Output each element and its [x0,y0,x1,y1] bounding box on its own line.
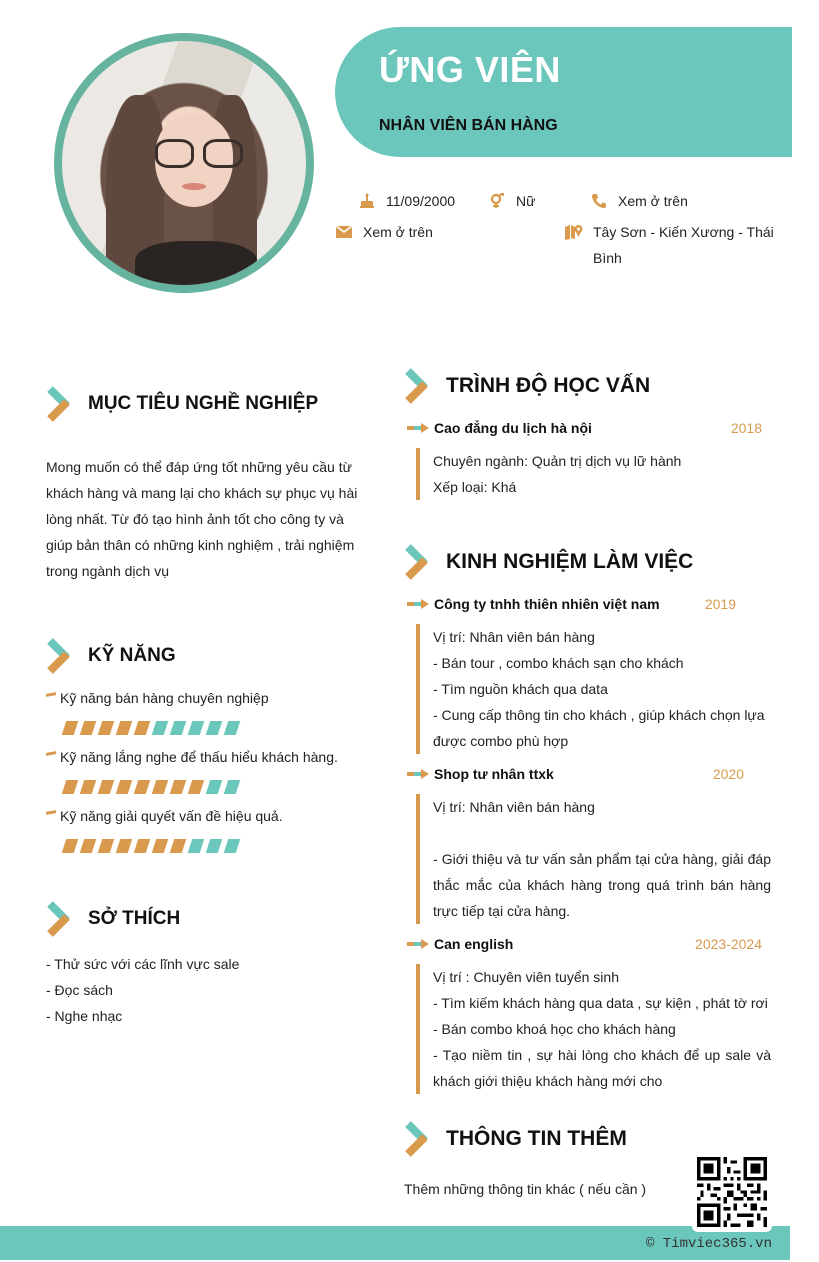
chevron-right-icon [48,635,74,677]
additional-text: Thêm những thông tin khác ( nếu cần ) [404,1181,647,1197]
experience-line: Vị trí: Nhân viên bán hàng [433,799,595,815]
arrow-right-icon [407,599,429,609]
footer-bar [0,1226,790,1260]
email-value: Xem ở trên [363,224,433,240]
experience-item-body [416,964,771,1094]
section-title: KINH NGHIỆM LÀM VIỆC [446,550,694,573]
section-header-objective [48,383,318,425]
school-name: Cao đẳng du lịch hà nội [434,420,592,436]
skill-item [46,690,269,706]
contact-email[interactable] [335,219,433,245]
experience-line: - Cung cấp thông tin cho khách , giúp khách chọn lựa được combo phù hợp [433,707,765,749]
skill-label: Kỹ năng giải quyết vấn đề hiệu quả. [60,808,283,824]
arrow-right-icon [407,939,429,949]
arrow-right-icon [407,423,429,433]
chevron-right-icon [406,541,432,583]
objective-text: Mong muốn có thể đáp ứng tốt những yêu cầu từ khách hàng và mang lại cho khách sự phục vụ hài lòng nhất. Từ đó tạo hình ảnh tốt cho công ty và giúp bản thân có những kinh nghiệm , trải nghiệm trong ngành dịch vụ [46,459,358,579]
experience-item-body [416,624,771,754]
cake-icon [358,188,376,214]
chevron-right-icon [48,383,74,425]
gender-value: Nữ [516,193,536,209]
hobby-item: - Nghe nhạc [46,1008,123,1024]
experience-line: Vị trí : Chuyên viên tuyển sinh [433,969,619,985]
dash-icon [46,692,56,697]
skill-rating-bar [64,721,238,735]
hobby-item: - Thử sức với các lĩnh vực sale [46,956,240,972]
experience-line: - Tìm nguồn khách qua data [433,681,608,697]
envelope-icon [335,219,353,245]
copyright-text: © Timviec365.vn [645,1236,772,1252]
experience-year: 2019 [704,596,736,612]
section-header-additional [406,1118,627,1160]
contact-birthday [358,188,455,214]
dash-icon [46,751,56,756]
skill-rating-bar [64,780,238,794]
experience-item-body [416,794,771,924]
education-line: Chuyên ngành: Quản trị dịch vụ lữ hành [433,453,682,469]
address-value: Tây Sơn - Kiến Xương - Thái Bình [593,224,774,266]
experience-line: - Tìm kiếm khách hàng qua data , sự kiện , phát tờ rơi [433,995,768,1011]
map-pin-icon [565,219,583,245]
skill-label: Kỹ năng bán hàng chuyên nghiệp [60,690,269,706]
chevron-right-icon [48,898,74,940]
candidate-position: NHÂN VIÊN BÁN HÀNG [379,117,558,134]
experience-line: - Giới thiệu và tư vấn sản phẩm tại cửa hàng, giải đáp thắc mắc của khách hàng trong quá trình bán hàng trực tiếp tại cửa hàng. [433,851,771,919]
candidate-name: ỨNG VIÊN [379,49,561,90]
dash-icon [46,810,56,815]
section-title: MỤC TIÊU NGHỀ NGHIỆP [88,393,319,414]
education-line: Xếp loại: Khá [433,479,517,495]
header-banner [335,27,792,157]
arrow-right-icon [407,769,429,779]
skill-item [46,808,283,824]
section-header-experience [406,541,693,583]
avatar-frame [54,33,314,293]
company-name: Công ty tnhh thiên nhiên việt nam [434,596,660,612]
section-header-hobbies [48,898,180,940]
experience-line: - Bán tour , combo khách sạn cho khách [433,655,684,671]
experience-line: - Bán combo khoá học cho khách hàng [433,1021,676,1037]
birthday-value: 11/09/2000 [386,193,456,209]
experience-line [433,820,771,846]
avatar-lips [182,183,206,190]
skill-rating-bar [64,839,238,853]
section-title: SỞ THÍCH [88,908,181,929]
hobbies-list [46,951,358,1029]
chevron-right-icon [406,365,432,407]
section-header-skills [48,635,176,677]
experience-year: 2023-2024 [695,936,762,952]
experience-year: 2020 [712,766,744,782]
section-title: TRÌNH ĐỘ HỌC VẤN [446,374,651,397]
phone-icon [590,188,608,214]
avatar [62,41,306,285]
contact-phone[interactable] [590,188,688,214]
avatar-glasses [155,139,243,168]
education-item-body [416,448,771,500]
company-name: Can english [434,936,514,952]
gender-icon [488,188,506,214]
avatar-shirt [135,241,257,285]
experience-item-header [407,596,762,612]
hobby-item: - Đọc sách [46,982,113,998]
section-title: KỸ NĂNG [88,645,176,666]
company-name: Shop tư nhân ttxk [434,766,554,782]
experience-item-header [407,936,762,952]
chevron-right-icon [406,1118,432,1160]
education-year: 2018 [730,420,762,436]
skill-item [46,749,338,765]
qr-code-icon [697,1157,767,1227]
contact-address [565,219,780,271]
skill-label: Kỹ năng lắng nghe để thấu hiểu khách hàng. [60,749,338,765]
education-item-header [407,420,762,436]
experience-line: Vị trí: Nhân viên bán hàng [433,629,595,645]
contact-gender [488,188,535,214]
qr-code[interactable] [692,1152,772,1232]
section-title: THÔNG TIN THÊM [446,1127,627,1150]
section-header-education [406,365,650,407]
phone-value: Xem ở trên [618,193,688,209]
experience-line: - Tạo niềm tin , sự hài lòng cho khách để up sale và khách giới thiệu khách hàng mới cho [433,1047,771,1089]
experience-item-header [407,766,762,782]
